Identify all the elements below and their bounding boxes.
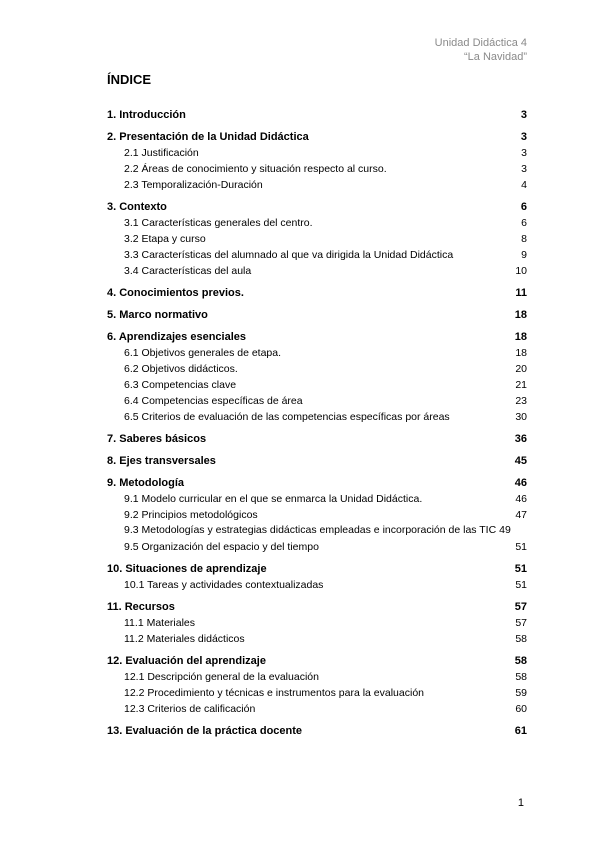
- toc-entry-label: 6.5 Criterios de evaluación de las competencias específicas por áreas: [124, 411, 450, 423]
- toc-subsection[interactable]: [107, 631, 527, 647]
- toc-section[interactable]: [107, 723, 527, 739]
- toc-entry-page: 8: [521, 233, 527, 245]
- toc-entry-page: 4: [521, 179, 527, 191]
- toc-entry-page: 18: [514, 331, 527, 343]
- toc-entry-label: 2. Presentación de la Unidad Didáctica: [107, 131, 309, 143]
- toc-entry-page: 20: [515, 363, 527, 375]
- toc-entry-label: 6.4 Competencias específicas de área: [124, 395, 303, 407]
- toc-entry-label: 2.1 Justificación: [124, 147, 199, 159]
- toc-section[interactable]: [107, 307, 527, 323]
- header-subtitle: “La Navidad”: [464, 51, 527, 63]
- page-header: [435, 36, 527, 64]
- toc-entry-page: 36: [514, 433, 527, 445]
- toc-entry-label: 2.3 Temporalización-Duración: [124, 179, 263, 191]
- toc-entry-label: 11. Recursos: [107, 601, 175, 613]
- toc-subsection[interactable]: [107, 161, 527, 177]
- toc-subsection[interactable]: [107, 669, 527, 685]
- toc-subsection[interactable]: [107, 145, 527, 161]
- toc-entry-label: 9.3 Metodologías y estrategias didácticas empleadas e incorporación de las TIC 49: [124, 524, 511, 536]
- toc-section[interactable]: [107, 431, 527, 447]
- toc-entry-page: 58: [514, 655, 527, 667]
- page-title: ÍNDICE: [107, 72, 152, 87]
- toc-entry-label: 10. Situaciones de aprendizaje: [107, 563, 267, 575]
- toc-entry-label: 6.2 Objetivos didácticos.: [124, 363, 238, 375]
- toc-entry-label: 9.2 Principios metodológicos: [124, 509, 258, 521]
- toc-subsection[interactable]: [107, 615, 527, 631]
- toc-entry-page: 30: [515, 411, 527, 423]
- toc-entry-label: 3.1 Características generales del centro.: [124, 217, 313, 229]
- header-unit: Unidad Didáctica 4: [434, 37, 527, 49]
- toc-entry-label: 6.1 Objetivos generales de etapa.: [124, 347, 282, 359]
- toc-entry-page: 51: [515, 579, 527, 591]
- toc-subsection[interactable]: [107, 409, 527, 425]
- toc-entry-label: 9.1 Modelo curricular en el que se enmarca la Unidad Didáctica.: [124, 493, 423, 505]
- toc-entry-page: 58: [515, 633, 527, 645]
- toc-entry-label: 6.3 Competencias clave: [124, 379, 237, 391]
- toc-subsection[interactable]: [107, 247, 527, 263]
- toc-entry-label: 1. Introducción: [107, 109, 186, 121]
- toc-entry-page: 21: [515, 379, 527, 391]
- toc-entry-page: 46: [515, 493, 527, 505]
- toc-entry-label: 12. Evaluación del aprendizaje: [107, 655, 266, 667]
- toc-entry-page: 57: [514, 601, 527, 613]
- toc-section[interactable]: [107, 199, 527, 215]
- toc-subsection[interactable]: [107, 523, 527, 539]
- toc-entry-page: 46: [514, 477, 527, 489]
- toc-entry-label: 12.1 Descripción general de la evaluación: [124, 671, 319, 683]
- toc-subsection[interactable]: [107, 345, 527, 361]
- toc-subsection[interactable]: [107, 177, 527, 193]
- toc-entry-page: 18: [515, 347, 527, 359]
- toc-section[interactable]: [107, 475, 527, 491]
- toc-entry-page: 57: [515, 617, 527, 629]
- toc-entry-page: 58: [515, 671, 527, 683]
- toc-entry-label: 3.2 Etapa y curso: [124, 233, 206, 245]
- toc-entry-label: 12.2 Procedimiento y técnicas e instrumentos para la evaluación: [124, 687, 424, 699]
- toc-subsection[interactable]: [107, 231, 527, 247]
- toc-section[interactable]: [107, 599, 527, 615]
- toc-entry-page: 61: [514, 725, 527, 737]
- toc-subsection[interactable]: [107, 215, 527, 231]
- toc-section[interactable]: [107, 653, 527, 669]
- toc-entry-label: 5. Marco normativo: [107, 309, 208, 321]
- toc-subsection[interactable]: [107, 507, 527, 523]
- toc-entry-label: 7. Saberes básicos: [107, 433, 207, 445]
- toc-entry-label: 8. Ejes transversales: [107, 455, 216, 467]
- toc-entry-page: 6: [521, 217, 527, 229]
- toc-section[interactable]: [107, 453, 527, 469]
- toc-section[interactable]: [107, 107, 527, 123]
- toc-entry-page: 9: [521, 249, 527, 261]
- toc-entry-label: 2.2 Áreas de conocimiento y situación respecto al curso.: [124, 163, 387, 175]
- toc-entry-page: 3: [520, 131, 527, 143]
- toc-section[interactable]: [107, 329, 527, 345]
- toc-entry-page: 3: [520, 109, 527, 121]
- toc-entry-label: 9. Metodología: [107, 477, 184, 489]
- toc-subsection[interactable]: [107, 685, 527, 701]
- toc-entry-label: 12.3 Criterios de calificación: [124, 703, 256, 715]
- toc-subsection[interactable]: [107, 577, 527, 593]
- toc-entry-label: 3.4 Características del aula: [124, 265, 252, 277]
- toc-entry-page: 51: [514, 563, 527, 575]
- toc-entry-page: 47: [515, 509, 527, 521]
- toc-entry-page: 59: [515, 687, 527, 699]
- toc-entry-page: 23: [515, 395, 527, 407]
- toc-entry-label: 9.5 Organización del espacio y del tiempo: [124, 541, 319, 553]
- toc-entry-page: 18: [514, 309, 527, 321]
- toc-subsection[interactable]: [107, 491, 527, 507]
- toc-section[interactable]: [107, 561, 527, 577]
- toc-entry-page: 6: [520, 201, 527, 213]
- toc-entry-page: 45: [514, 455, 527, 467]
- toc-subsection[interactable]: [107, 393, 527, 409]
- toc-subsection[interactable]: [107, 377, 527, 393]
- toc-section[interactable]: [107, 129, 527, 145]
- toc-entry-page: 60: [515, 703, 527, 715]
- toc-entry-page: 3: [521, 163, 527, 175]
- toc-entry-page: 11: [515, 287, 527, 299]
- toc-entry-page: 3: [521, 147, 527, 159]
- toc-subsection[interactable]: [107, 361, 527, 377]
- toc-entry-label: 6. Aprendizajes esenciales: [107, 331, 246, 343]
- toc-entry-page: 10: [515, 265, 527, 277]
- toc-subsection[interactable]: [107, 701, 527, 717]
- toc-subsection[interactable]: [107, 539, 527, 555]
- toc-subsection[interactable]: [107, 263, 527, 279]
- toc-entry-label: 11.1 Materiales: [124, 617, 196, 629]
- toc-entry-label: 11.2 Materiales didácticos: [124, 633, 245, 645]
- toc-section[interactable]: [107, 285, 527, 301]
- table-of-contents: [107, 107, 527, 739]
- toc-entry-label: 10.1 Tareas y actividades contextualizadas: [124, 579, 324, 591]
- toc-entry-label: 3. Contexto: [107, 201, 167, 213]
- toc-entry-page: 51: [515, 541, 527, 553]
- toc-entry-label: 4. Conocimientos previos.: [107, 287, 244, 299]
- toc-entry-label: 13. Evaluación de la práctica docente: [107, 725, 303, 737]
- toc-entry-label: 3.3 Características del alumnado al que va dirigida la Unidad Didáctica: [124, 249, 454, 261]
- page-number: 1: [517, 797, 524, 809]
